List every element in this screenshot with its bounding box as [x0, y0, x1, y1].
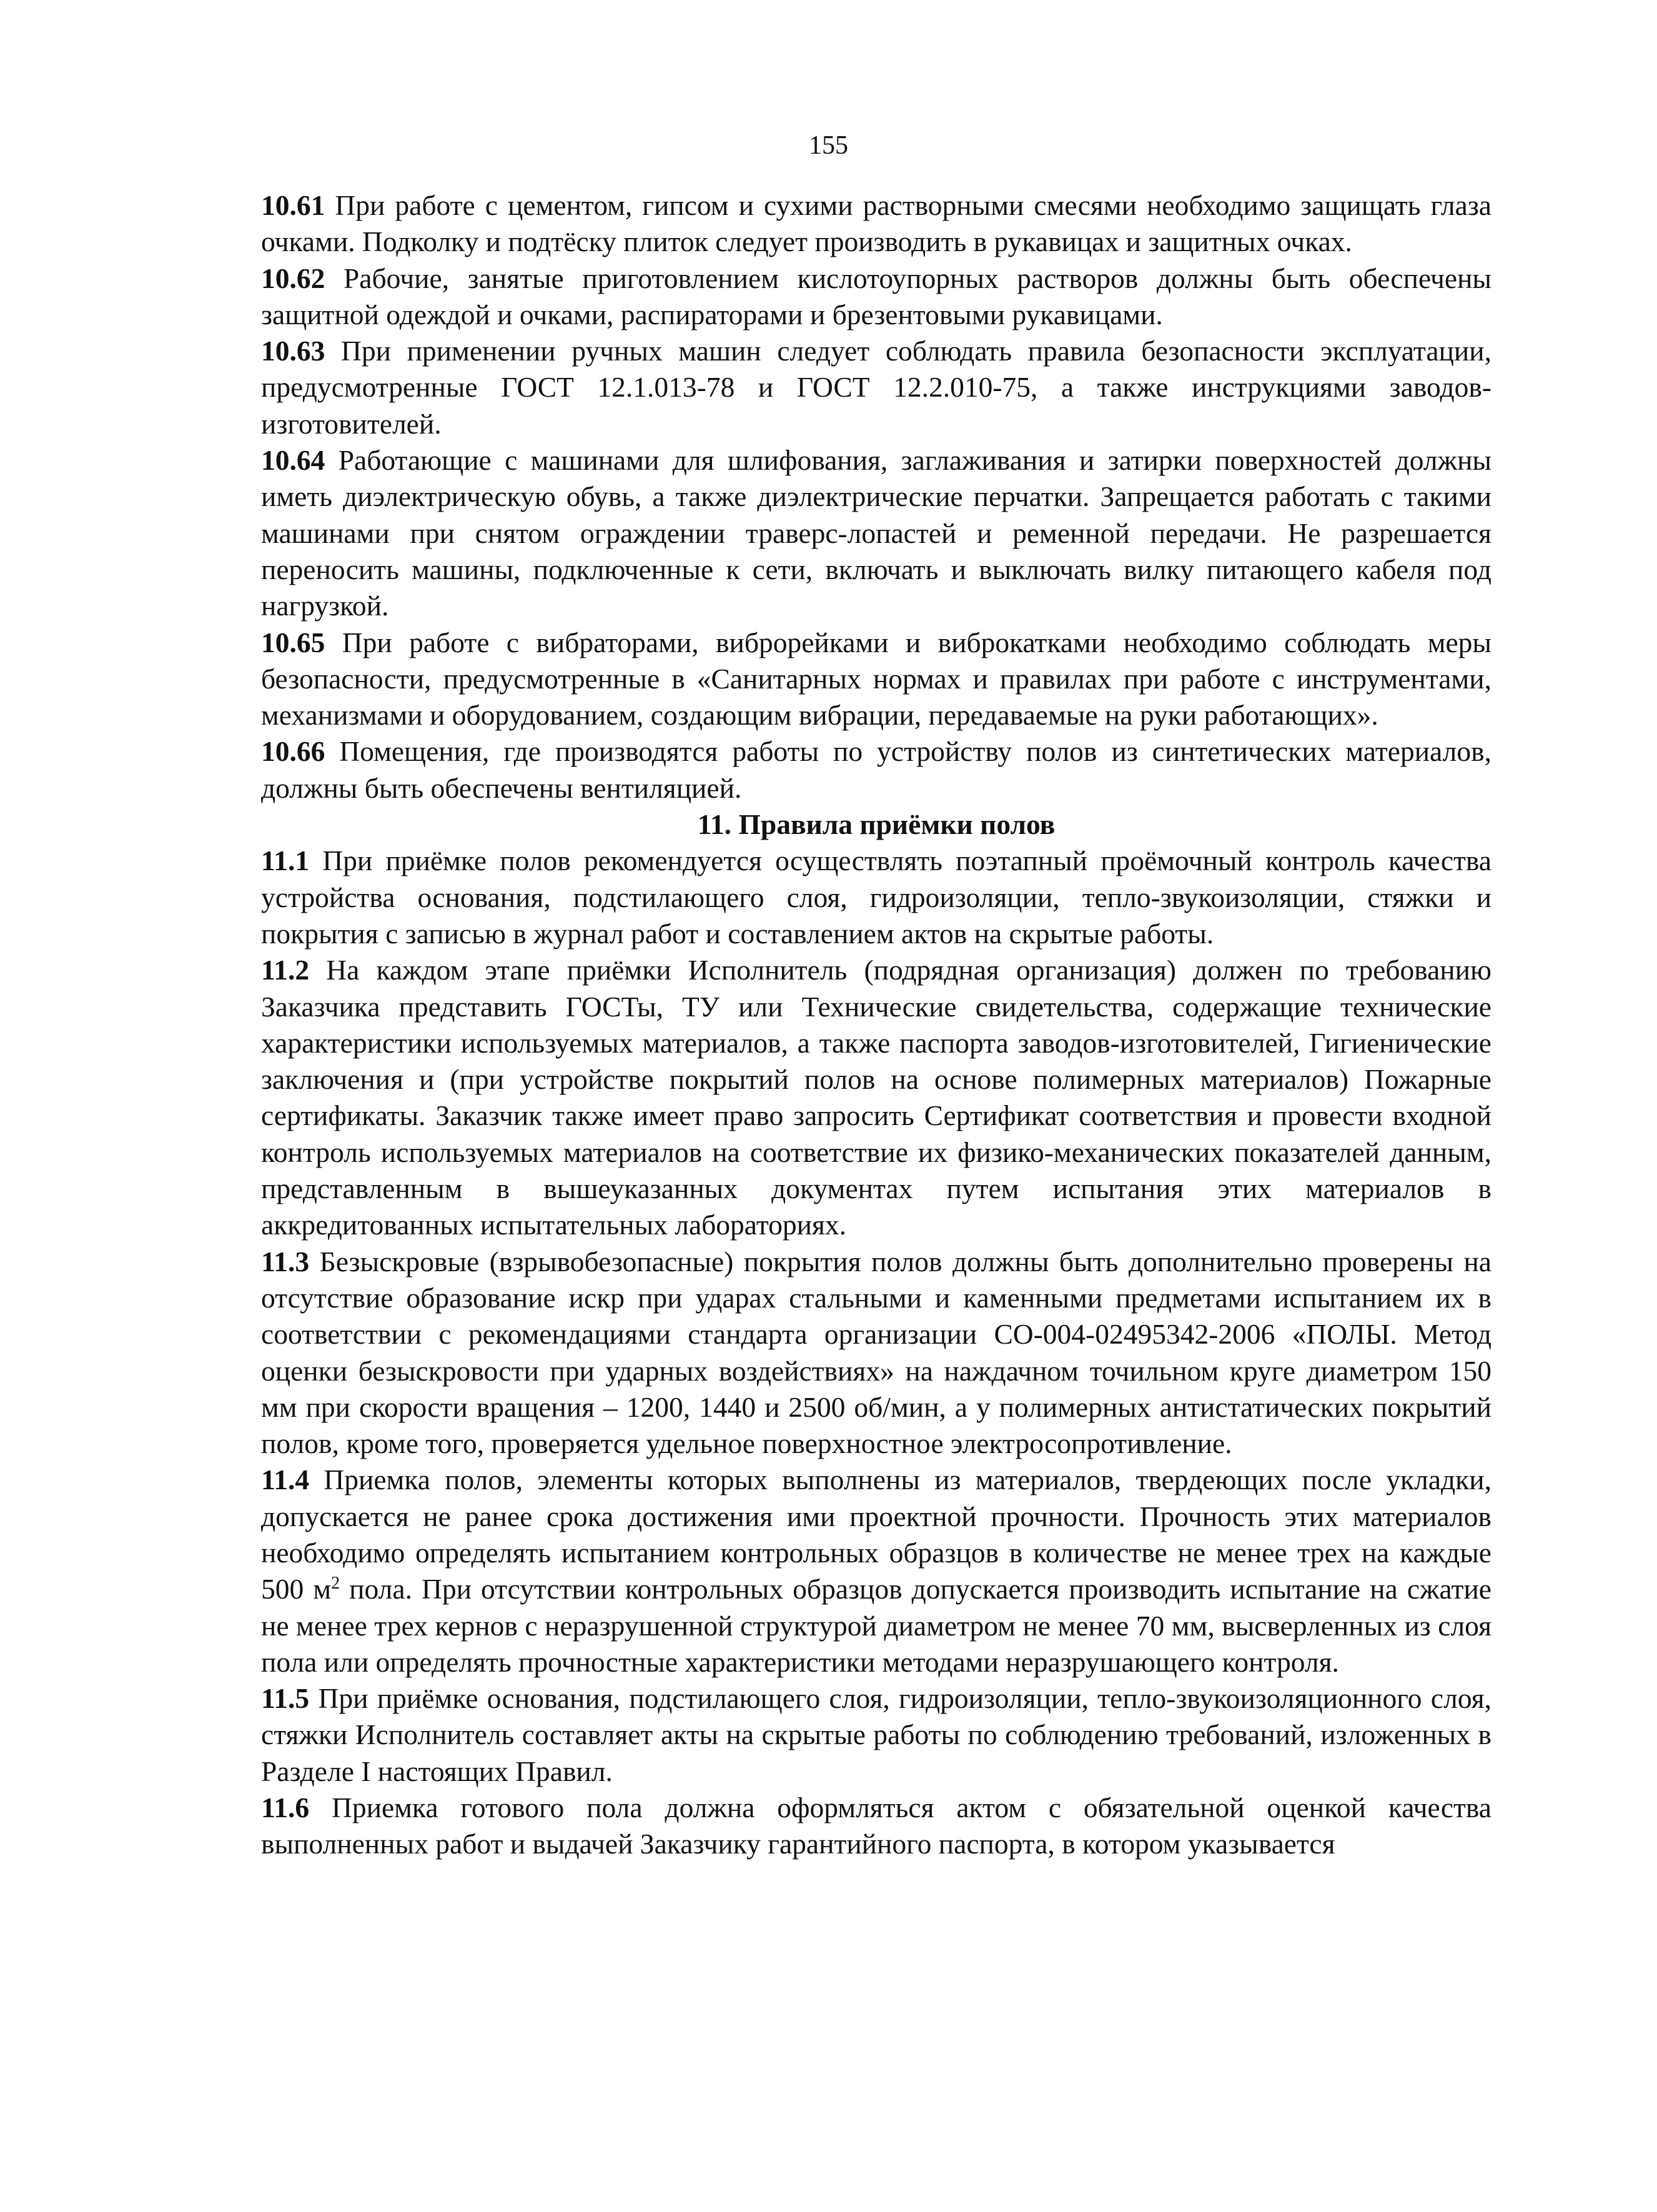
paragraph-text: Приемка готового пола должна оформляться актом с обязательной оценкой качества выполненных работ и выдачей Заказчику гарантийного паспорта, в котором указывается — [261, 1792, 1491, 1860]
paragraph-11-4 — [261, 1462, 1491, 1680]
section-heading: 11. Правила приёмки полов — [697, 808, 1056, 841]
paragraph-number: 11.4 — [261, 1464, 310, 1496]
paragraph-number: 11.2 — [261, 954, 310, 986]
paragraph-11-3 — [261, 1244, 1491, 1462]
paragraph-11-2 — [261, 952, 1491, 1243]
superscript: 2 — [331, 1574, 340, 1594]
paragraph-number: 10.66 — [261, 735, 325, 768]
paragraph-text-before: Приемка полов, элементы которых выполнены из материалов, твердеющих после укладки, допускается не ранее срока достижения ими проектной прочности. Прочность этих материалов необходимо определять испытанием контрольных образцов в количестве не менее трех на каждые 500 м — [261, 1464, 1491, 1605]
paragraph-number: 11.1 — [261, 845, 310, 877]
paragraph-number: 11.5 — [261, 1682, 310, 1715]
paragraph-number: 10.65 — [261, 626, 325, 658]
paragraph-number: 10.62 — [261, 262, 325, 294]
paragraph-10-62 — [261, 260, 1491, 334]
paragraph-10-63 — [261, 333, 1491, 442]
paragraph-10-65 — [261, 625, 1491, 734]
paragraph-text: Рабочие, занятые приготовлением кислотоупорных растворов должны быть обеспечены защитной одеждой и очками, распираторами и брезентовыми рукавицами. — [261, 262, 1492, 330]
page-number: 155 — [809, 131, 848, 160]
paragraph-10-61 — [261, 187, 1491, 260]
paragraph-11-5 — [261, 1680, 1491, 1790]
paragraph-11-1 — [261, 843, 1491, 952]
paragraph-text: При приёмке основания, подстилающего слоя, гидроизоляции, тепло-звукоизоляционного слоя, стяжки Исполнитель составляет акты на скрытые работы по соблюдению требований, изложенных в Разделе I настоящих Правил. — [261, 1682, 1492, 1787]
document-body — [261, 187, 1491, 1863]
paragraph-number: 11.6 — [261, 1792, 310, 1824]
paragraph-number: 10.64 — [261, 444, 325, 477]
paragraph-text: При приёмке полов рекомендуется осуществлять поэтапный проёмочный контроль качества устройства основания, подстилающего слоя, гидроизоляции, тепло-звукоизоляции, стяжки и покрытия с записью в журнал работ и составлением актов на скрытые работы. — [261, 845, 1491, 950]
paragraph-text: При работе с цементом, гипсом и сухими растворными смесями необходимо защищать глаза очками. Подколку и подтёску плиток следует производить в рукавицах и защитных очках. — [261, 189, 1491, 258]
paragraph-text: На каждом этапе приёмки Исполнитель (подрядная организация) должен по требованию Заказчика представить ГОСТы, ТУ или Технические свидетельства, содержащие технические характеристики используемых материалов, а также паспорта заводов-изготовителей, Гигиенические заключения и (при устройстве покрытий полов на основе полимерных материалов) Пожарные сертификаты. Заказчик также имеет право запросить Сертификат соответствия и провести входной контроль используемых материалов на соответствие их физико-механических показателей данным, представленным в вышеуказанных документах путем испытания этих материалов в аккредитованных испытательных лабораториях. — [261, 954, 1491, 1241]
paragraph-number: 10.63 — [261, 335, 325, 367]
paragraph-text: Помещения, где производятся работы по устройству полов из синтетических материалов, должны быть обеспечены вентиляцией. — [261, 735, 1491, 804]
paragraph-text: Безыскровые (взрывобезопасные) покрытия полов должны быть дополнительно проверены на отсутствие образование искр при ударах стальными и каменными предметами испытанием их в соответствии с рекомендациями стандарта организации СО-004-02495342-2006 «ПОЛЫ. Метод оценки безыскровости при ударных воздействиях» на наждачном точильном круге диаметром 150 мм при скорости вращения – 1200, 1440 и 2500 об/мин, а у полимерных антистатических покрытий полов, кроме того, проверяется удельное поверхностное электросопротивление. — [261, 1245, 1492, 1460]
paragraph-number: 10.61 — [261, 189, 325, 221]
paragraph-text: При работе с вибраторами, виброрейками и виброкатками необходимо соблюдать меры безопасности, предусмотренные в «Санитарных нормах и правилах при работе с инструментами, механизмами и оборудованием, создающим вибрации, передаваемые на руки работающих». — [261, 626, 1492, 732]
paragraph-text: Работающие с машинами для шлифования, заглаживания и затирки поверхностей должны иметь диэлектрическую обувь, а также диэлектрические перчатки. Запрещается работать с такими машинами при снятом ограждении траверс-лопастей и ременной передачи. Не разрешается переносить машины, подключенные к сети, включать и выключать вилку питающего кабеля под нагрузкой. — [261, 444, 1491, 622]
paragraph-10-66 — [261, 733, 1491, 806]
paragraph-number: 11.3 — [261, 1245, 310, 1277]
paragraph-text-after: пола. При отсутствии контрольных образцов допускается производить испытание на сжатие не менее трех кернов с неразрушенной структурой диаметром не менее 70 мм, высверленных из слоя пола или определять прочностные характеристики методами неразрушающего контроля. — [261, 1573, 1491, 1678]
paragraph-10-64 — [261, 442, 1491, 624]
paragraph-text: При применении ручных машин следует соблюдать правила безопасности эксплуатации, предусмотренные ГОСТ 12.1.013-78 и ГОСТ 12.2.010-75, а также инструкциями заводов-изготовителей. — [261, 335, 1492, 440]
paragraph-11-6 — [261, 1790, 1491, 1863]
